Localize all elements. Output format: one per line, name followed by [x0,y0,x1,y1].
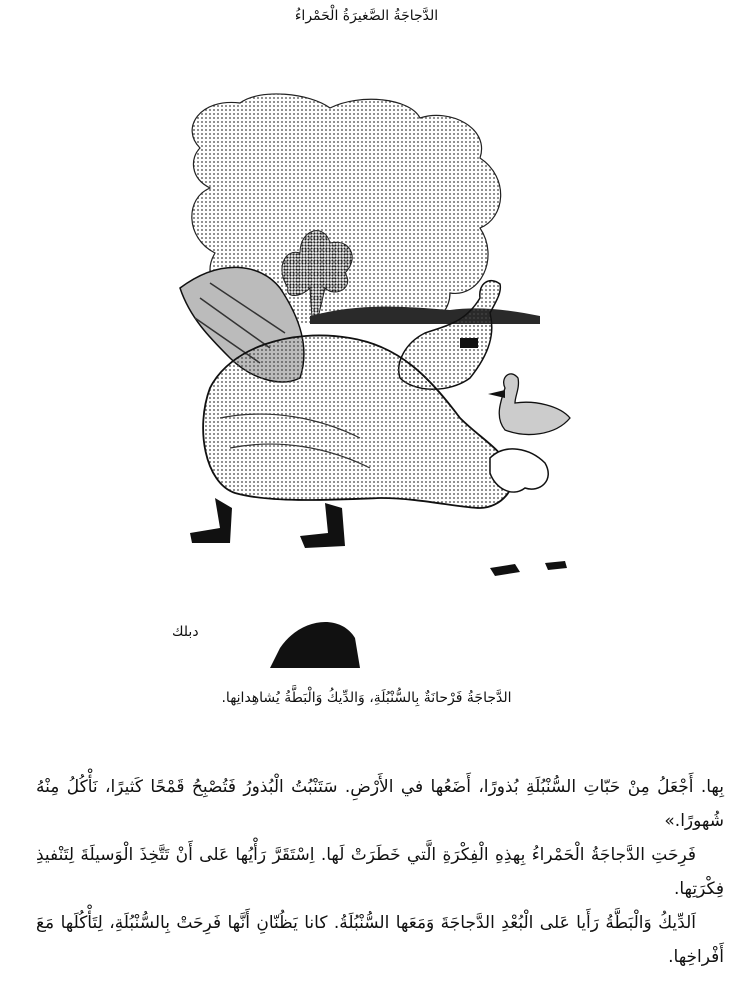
illustration-caption: الدَّجاجَةُ فَرْحانَةٌ بِالسُّنْبُلَةِ، وَالدِّيكُ وَالْبَطَّةُ يُشاهِدانِها. [221,690,512,706]
page-title: الدَّجاجَةُ الصَّغيرَةُ الْحَمْراءُ [294,8,439,24]
artist-signature: دبلك [172,624,199,640]
story-paragraph: اَلدِّيكُ وَالْبَطَّةُ رَأَيا عَلى الْبُعْدِ الدَّجاجَةَ وَمَعَها السُّنْبُلَةُ. كانا يَظُنّانِ أَنَّها فَرِحَتْ بِالسُّنْبُلَةِ، لِتَأْكُلَها مَعَ أَفْراخِها. [36,913,724,967]
story-paragraph: بِها. أَجْعَلُ مِنْ حَبّاتِ السُّنْبُلَةِ بُذورًا، أَضَعُها في الأَرْضِ. سَتَنْبُتُ الْبُذورُ فَتُصْبِحُ قَمْحًا كَثيرًا، نَأْكُلُ مِنْهُ شُهورًا.» [36,777,724,831]
story-text [36,770,724,974]
story-paragraph: فَرِحَتِ الدَّجاجَةُ الْحَمْراءُ بِهذِهِ الْفِكْرَةِ الَّتي خَطَرَتْ لَها. اِسْتَقَرَّ رَأْيُها عَلى أَنْ تَتَّخِذَ الْوَسيلَةَ لِتَنْفيذِ فِكْرَتِها. [36,845,724,899]
hen-duck-rooster-illustration [160,88,572,668]
